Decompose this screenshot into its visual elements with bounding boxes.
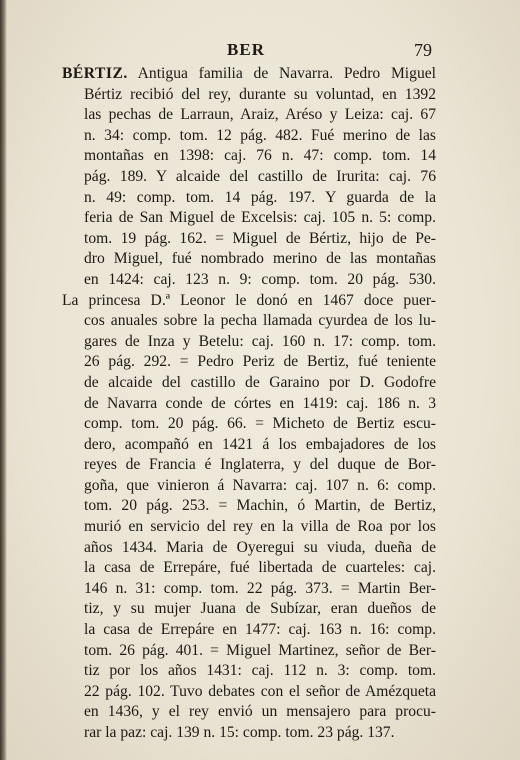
- text-line: feria de San Miguel de Excelsis: caj. 105 n. 5: comp.: [84, 209, 436, 227]
- text-line: la casa de Errepáre, fué libertada de cuarteles: caj.: [84, 559, 436, 577]
- running-head: [60, 40, 432, 62]
- text-line: de alcaide del castillo de Garaino por D. Godofre: [84, 373, 436, 391]
- text-line: la casa de Errepáre en 1477: caj. 163 n. 16: comp.: [84, 621, 436, 639]
- text-line: de Navarra conde de córtes en 1419: caj. 186 n. 3: [84, 394, 436, 412]
- text-line: tom. 26 pág. 401. = Miguel Martinez, señor de Ber-: [84, 641, 436, 659]
- text-line: reyes de Francia é Inglaterra, y del duque de Bor-: [84, 456, 436, 474]
- entry-text: [62, 64, 436, 744]
- text-line: montañas en 1398: caj. 76 n. 47: comp. tom. 14: [84, 147, 436, 165]
- text-line: 146 n. 31: comp. tom. 22 pág. 373. = Martin Ber-: [84, 579, 436, 597]
- text-line: n. 49: comp. tom. 14 pág. 197. Y guarda de la: [84, 188, 436, 206]
- text-line: 22 pág. 102. Tuvo debates con el señor de Amézqueta: [84, 682, 436, 700]
- entry-first-line: [62, 64, 436, 85]
- text-line: las pechas de Larraun, Araiz, Aréso y Leiza: caj. 67: [84, 106, 436, 124]
- text-line: Bértiz recibió del rey, durante su voluntad, en 1392: [84, 85, 436, 103]
- text-line: años 1434. Maria de Oyeregui su viuda, dueña de: [84, 538, 436, 556]
- running-title: BER: [227, 40, 265, 59]
- text-line: cos anuales sobre la pecha llamada cyurdea de los lu-: [84, 312, 436, 330]
- text-line: tom. 19 pág. 162. = Miguel de Bértiz, hijo de Pe-: [84, 229, 436, 247]
- text-line: La princesa D.ª Leonor le donó en 1467 doce puer-: [62, 291, 436, 309]
- text-line: rar la paz: caj. 139 n. 15: comp. tom. 23 pág. 137.: [84, 724, 395, 741]
- text-line: dro Miguel, fué nombrado merino de las montañas: [84, 250, 436, 268]
- text-line: gares de Inza y Betelu: caj. 160 n. 17: comp. tom.: [84, 332, 436, 350]
- text-line: murió en servicio del rey en la villa de Roa por los: [84, 518, 436, 536]
- text-line: en 1424: caj. 123 n. 9: comp. tom. 20 pág. 530.: [84, 270, 436, 288]
- text-line: tom. 20 pág. 253. = Machin, ó Martin, de Bertiz,: [84, 497, 436, 515]
- text-line: en 1436, y el rey envió un mensajero para procu-: [84, 703, 436, 721]
- text-line: dero, acompañó en 1421 á los embajadores de los: [84, 435, 436, 453]
- text-line: tiz por los años 1431: caj. 112 n. 3: comp. tom.: [84, 662, 436, 680]
- text-line: n. 34: comp. tom. 12 pág. 482. Fué merino de las: [84, 126, 436, 144]
- text-line: comp. tom. 20 pág. 66. = Micheto de Bertiz escu-: [84, 415, 436, 433]
- entry-headword: BÉRTIZ.: [62, 65, 128, 82]
- text-line: goña, que vinieron á Navarra: caj. 107 n. 6: comp.: [84, 476, 436, 494]
- page-edge-shadow: [0, 0, 7, 760]
- text-line: pág. 189. Y alcaide del castillo de Irurita: caj. 76: [84, 167, 436, 185]
- text-line: 26 pág. 292. = Pedro Periz de Bertiz, fué teniente: [84, 353, 436, 371]
- page-number: 79: [414, 40, 432, 60]
- text-line: tiz, y su mujer Juana de Subízar, eran dueños de: [84, 600, 436, 618]
- entry-first-line-text: Antigua familia de Navarra. Pedro Miguel: [127, 65, 436, 82]
